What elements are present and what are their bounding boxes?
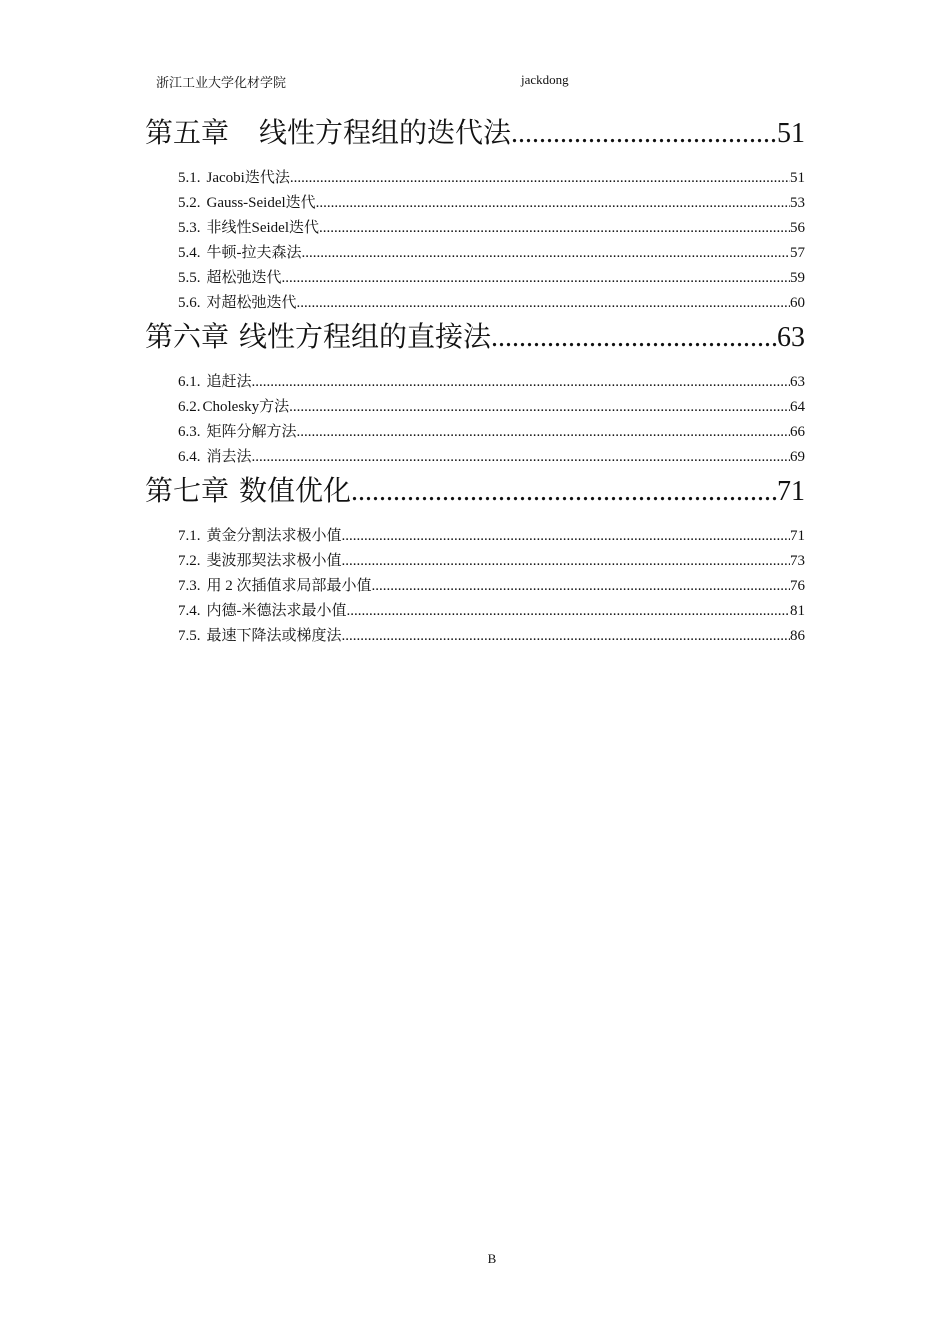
- dot-leader: [252, 370, 790, 395]
- toc-section-5-2[interactable]: [178, 191, 805, 216]
- section-title: 对超松弛迭代: [206, 295, 297, 311]
- toc-section-5-4[interactable]: [178, 241, 805, 266]
- section-list: [178, 370, 805, 470]
- dot-leader: [351, 470, 777, 514]
- footer-page-label: B: [487, 1251, 497, 1266]
- section-number: 7.2.: [178, 553, 201, 569]
- toc-section-5-6[interactable]: [178, 291, 805, 316]
- section-title: Jacobi迭代法: [206, 170, 290, 186]
- section-number: 7.3.: [178, 578, 201, 594]
- dot-leader: [342, 624, 790, 649]
- toc-section-5-1[interactable]: [178, 166, 805, 191]
- chapter-number: 第五章: [145, 118, 230, 149]
- section-number: 5.2.: [178, 195, 201, 211]
- chapter-title: 线性方程组的直接法: [239, 322, 492, 353]
- section-page-number: 53: [790, 195, 805, 211]
- dot-leader: [491, 316, 777, 360]
- section-page-number: 69: [790, 449, 805, 465]
- section-number: 5.4.: [178, 245, 201, 261]
- section-title: Cholesky方法: [202, 399, 290, 415]
- section-page-number: 71: [790, 528, 805, 544]
- chapter-number: 第七章: [145, 476, 230, 507]
- section-title: 追赶法: [206, 374, 252, 390]
- section-page-number: 64: [790, 399, 805, 415]
- toc-section-7-2[interactable]: [178, 549, 805, 574]
- chapter-page-number: 71: [777, 476, 805, 507]
- toc-section-5-5[interactable]: [178, 266, 805, 291]
- section-page-number: 63: [790, 374, 805, 390]
- section-title: 超松弛迭代: [206, 270, 282, 286]
- section-page-number: 76: [790, 578, 805, 594]
- dot-leader: [282, 266, 790, 291]
- dot-leader: [289, 395, 790, 420]
- toc-section-7-5[interactable]: [178, 624, 805, 649]
- dot-leader: [302, 241, 791, 266]
- section-title: 最速下降法或梯度法: [206, 628, 342, 644]
- toc-chapter-6[interactable]: [145, 316, 805, 360]
- toc-chapter-7[interactable]: [145, 470, 805, 514]
- section-number: 5.6.: [178, 295, 201, 311]
- dot-leader: [316, 191, 790, 216]
- page-header: [0, 72, 950, 90]
- page-footer: [0, 1251, 950, 1267]
- dot-leader: [252, 445, 790, 470]
- section-number: 7.4.: [178, 603, 201, 619]
- toc-section-5-3[interactable]: [178, 216, 805, 241]
- section-title: 斐波那契法求极小值: [206, 553, 342, 569]
- toc-section-6-2[interactable]: [178, 395, 805, 420]
- chapter-6-block: [145, 316, 805, 470]
- section-title: 矩阵分解方法: [206, 424, 297, 440]
- section-page-number: 59: [790, 270, 805, 286]
- dot-leader: [297, 291, 790, 316]
- section-number: 7.5.: [178, 628, 201, 644]
- section-number: 5.5.: [178, 270, 201, 286]
- section-page-number: 51: [790, 170, 805, 186]
- dot-leader: [319, 216, 790, 241]
- section-page-number: 56: [790, 220, 805, 236]
- section-title: 内德-米德法求最小值: [206, 603, 347, 619]
- chapter-5-block: [145, 112, 805, 316]
- section-page-number: 81: [790, 603, 805, 619]
- toc-section-7-1[interactable]: [178, 524, 805, 549]
- section-number: 5.3.: [178, 220, 201, 236]
- section-number: 7.1.: [178, 528, 201, 544]
- dot-leader: [290, 166, 790, 191]
- dot-leader: [372, 574, 790, 599]
- section-title: 消去法: [206, 449, 252, 465]
- toc-chapter-5[interactable]: [145, 112, 805, 156]
- section-number: 5.1.: [178, 170, 201, 186]
- header-author: jackdong: [521, 72, 569, 87]
- section-title: 牛顿-拉夫森法: [206, 245, 302, 261]
- header-school: 浙江工业大学化材学院: [156, 75, 287, 90]
- dot-leader: [342, 524, 790, 549]
- section-title: Gauss-Seidel迭代: [206, 195, 316, 211]
- toc-section-6-1[interactable]: [178, 370, 805, 395]
- chapter-7-block: [145, 470, 805, 649]
- dot-leader: [297, 420, 790, 445]
- section-page-number: 66: [790, 424, 805, 440]
- section-page-number: 60: [790, 295, 805, 311]
- section-title: 非线性Seidel迭代: [206, 220, 319, 236]
- section-list: [178, 166, 805, 316]
- section-page-number: 86: [790, 628, 805, 644]
- chapter-number: 第六章: [145, 322, 230, 353]
- section-number: 6.1.: [178, 374, 201, 390]
- section-title: 用 2 次插值求局部最小值: [206, 578, 372, 594]
- section-number: 6.2.: [178, 399, 201, 415]
- toc-section-6-3[interactable]: [178, 420, 805, 445]
- section-title: 黄金分割法求极小值: [206, 528, 342, 544]
- section-list: [178, 524, 805, 649]
- dot-leader: [511, 112, 777, 156]
- section-page-number: 57: [790, 245, 805, 261]
- chapter-page-number: 51: [777, 118, 805, 149]
- dot-leader: [347, 599, 791, 624]
- toc-section-6-4[interactable]: [178, 445, 805, 470]
- dot-leader: [342, 549, 790, 574]
- toc-section-7-3[interactable]: [178, 574, 805, 599]
- section-number: 6.3.: [178, 424, 201, 440]
- table-of-contents: [145, 112, 805, 649]
- chapter-page-number: 63: [777, 322, 805, 353]
- toc-section-7-4[interactable]: [178, 599, 805, 624]
- section-number: 6.4.: [178, 449, 201, 465]
- chapter-title: 数值优化: [239, 476, 352, 507]
- section-page-number: 73: [790, 553, 805, 569]
- chapter-title: 线性方程组的迭代法: [259, 118, 512, 149]
